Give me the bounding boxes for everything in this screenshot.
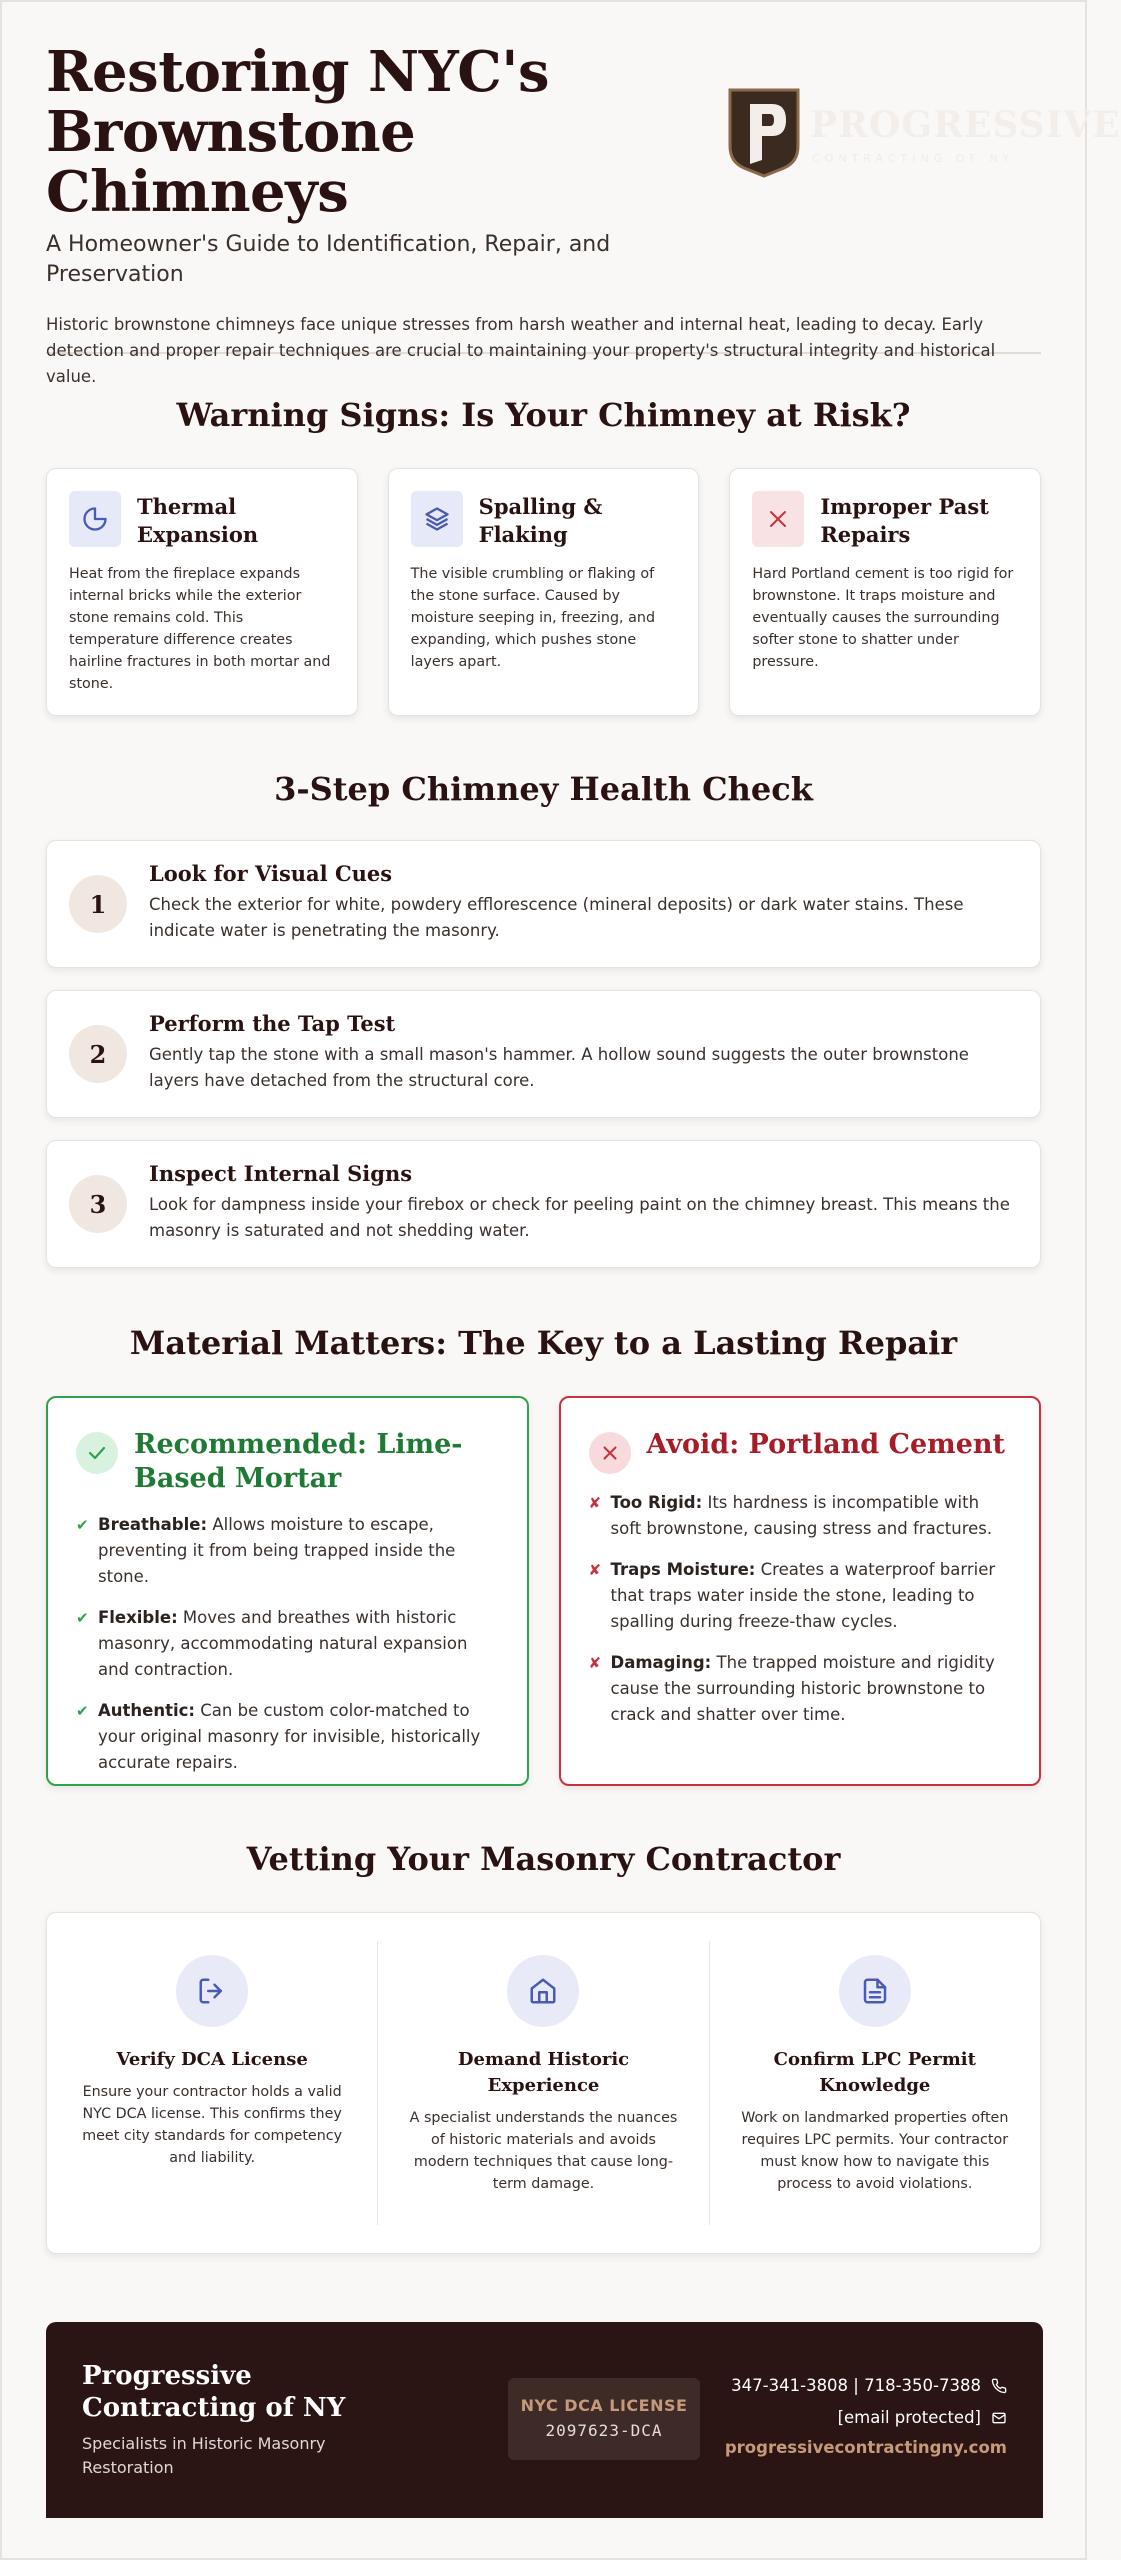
vetting-col-permit (709, 1941, 1040, 2225)
item-label: Traps Moisture: (610, 1560, 756, 1579)
item-label: Breathable: (98, 1515, 208, 1534)
item-text: Can be custom color-matched to your original masonry for invisible, historically accurate repairs. (98, 1701, 481, 1772)
vetting-body: Ensure your contractor holds a valid NYC DCA license. This confirms they meet city standards for competency and liability. (82, 2084, 343, 2166)
license-badge (508, 2378, 700, 2460)
avoid-list (589, 1490, 1012, 1728)
item-text: Moves and breathes with historic masonry, accommodating natural expansion and contraction. (98, 1608, 468, 1679)
recommended-card (46, 1396, 529, 1786)
logo-p-icon (724, 84, 804, 180)
mail-icon (991, 2410, 1007, 2426)
recommended-title: Recommended: Lime-Based Mortar (134, 1429, 463, 1494)
warning-card-repairs (729, 468, 1041, 716)
clock-icon (69, 491, 121, 547)
recommended-list (76, 1512, 499, 1776)
step-card (46, 840, 1041, 968)
steps-list (46, 840, 1041, 1268)
warning-card-title: Spalling & Flaking (478, 494, 603, 547)
warning-card-title: Improper Past Repairs (820, 494, 989, 547)
step-body: Gently tap the stone with a small mason's hammer. A hollow sound suggests the outer brownstone layers have detached from the structural core. (149, 1044, 969, 1090)
step-number: 3 (69, 1175, 127, 1233)
avoid-card (559, 1396, 1042, 1786)
phone-line[interactable] (725, 2374, 1007, 2398)
vetting-col-license (47, 1941, 377, 2225)
warning-card-body: The visible crumbling or flaking of the stone surface. Caused by moisture seeping in, freezing, and expanding, which pushes stone layers apart. (410, 566, 656, 670)
logo-wordmark: PROGRESSIVE (810, 104, 1121, 146)
header (46, 39, 1121, 386)
x-icon (752, 491, 804, 547)
vetting-title: Confirm LPC Permit Knowledge (773, 2049, 976, 2096)
checkmark-icon: ✔ (76, 1516, 89, 1534)
home-icon (507, 1955, 579, 2027)
item-text: Allows moisture to escape, preventing it from being trapped inside the stone. (98, 1515, 456, 1586)
item-text: Creates a waterproof barrier that traps water inside the stone, leading to spalling during freeze-thaw cycles. (610, 1560, 996, 1631)
vetting-box (46, 1912, 1041, 2254)
cross-mark-icon: ✘ (588, 1494, 602, 1512)
warning-card-thermal (46, 468, 358, 716)
warning-card-spalling (388, 468, 700, 716)
list-item (589, 1650, 1012, 1728)
material-cards (46, 1396, 1041, 1786)
vetting-title: Verify DCA License (116, 2049, 308, 2070)
sign-in-icon (176, 1955, 248, 2027)
item-label: Too Rigid: (610, 1493, 703, 1512)
website-link[interactable]: progressivecontractingny.com (724, 2438, 1007, 2457)
company-logo (724, 84, 1121, 180)
warning-card-body: Hard Portland cement is too rigid for brownstone. It traps moisture and eventually causes the surrounding softer stone to shatter under pressure. (752, 566, 1014, 670)
step-body: Look for dampness inside your firebox or check for peeling paint on the chimney breast. This means the masonry is saturated and not shedding water. (149, 1194, 1010, 1240)
step-number: 2 (69, 1025, 127, 1083)
logo-subtext: CONTRACTING OF NY (812, 152, 1015, 165)
footer-contact (725, 2374, 1007, 2457)
phone-icon (991, 2378, 1007, 2394)
warning-card-body: Heat from the fireplace expands internal bricks while the exterior stone remains cold. This temperature difference creates hairline fractures in both mortar and stone. (69, 566, 331, 692)
email-address[interactable]: [email protected] (837, 2408, 981, 2427)
step-title: Perform the Tap Test (149, 1010, 396, 1036)
list-item (76, 1698, 499, 1776)
item-label: Damaging: (610, 1653, 712, 1672)
list-item (76, 1512, 499, 1590)
footer (46, 2322, 1043, 2518)
footer-company-name: Progressive Contracting of NY (82, 2361, 346, 2423)
step-title: Inspect Internal Signs (149, 1160, 413, 1186)
checkmark-icon: ✔ (76, 1702, 89, 1720)
email-line[interactable] (725, 2406, 1007, 2430)
vetting-body: Work on landmarked properties often requires LPC permits. Your contractor must know how to navigate this process to avoid violations. (741, 2110, 1009, 2192)
step-card (46, 990, 1041, 1118)
check-icon (76, 1432, 118, 1474)
vetting-body: A specialist understands the nuances of historic materials and avoids modern techniques that cause long-term damage. (409, 2110, 678, 2192)
list-item (76, 1605, 499, 1683)
phone-numbers[interactable]: 347-341-3808 | 718-350-7388 (731, 2376, 981, 2395)
item-text: Its hardness is incompatible with soft brownstone, causing stress and fractures. (610, 1493, 993, 1538)
step-number: 1 (69, 875, 127, 933)
item-label: Flexible: (98, 1608, 178, 1627)
vetting-title: Demand Historic Experience (457, 2049, 630, 2096)
avoid-title: Avoid: Portland Cement (646, 1429, 1006, 1460)
x-circle-icon (589, 1432, 631, 1474)
item-text: The trapped moisture and rigidity cause the surrounding historic brownstone to crack and shatter over time. (610, 1653, 995, 1724)
vetting-col-experience (377, 1941, 708, 2225)
item-label: Authentic: (98, 1701, 196, 1720)
checkmark-icon: ✔ (76, 1609, 89, 1627)
vetting-section-title: Vetting Your Masonry Contractor (246, 1840, 841, 1878)
step-card (46, 1140, 1041, 1268)
intro-text: Historic brownstone chimneys face unique stresses from harsh weather and internal heat, leading to decay. Early detection and proper repair techniques are crucial to maintaining your property's structural integrity and historical value. (46, 315, 996, 386)
warning-section-title: Warning Signs: Is Your Chimney at Risk? (176, 396, 911, 434)
cross-mark-icon: ✘ (588, 1561, 602, 1579)
material-section-title: Material Matters: The Key to a Lasting Repair (129, 1324, 958, 1362)
page-title: Restoring NYC's Brownstone Chimneys (46, 39, 549, 225)
step-title: Look for Visual Cues (149, 860, 393, 886)
footer-tagline: Specialists in Historic Masonry Restoration (82, 2434, 326, 2477)
license-number: 2097623-DCA (545, 2421, 663, 2440)
warning-cards (46, 468, 1041, 716)
warning-card-title: Thermal Expansion (137, 494, 259, 547)
page-subtitle: A Homeowner's Guide to Identification, Repair, and Preservation (46, 232, 611, 287)
document-icon (839, 1955, 911, 2027)
health-section-title: 3-Step Chimney Health Check (274, 770, 813, 808)
list-item (589, 1490, 1012, 1542)
cross-mark-icon: ✘ (588, 1654, 602, 1672)
list-item (589, 1557, 1012, 1635)
layers-icon (411, 491, 463, 547)
step-body: Check the exterior for white, powdery efflorescence (mineral deposits) or dark water stains. These indicate water is penetrating the masonry. (149, 894, 964, 940)
license-label: NYC DCA LICENSE (520, 2396, 688, 2415)
